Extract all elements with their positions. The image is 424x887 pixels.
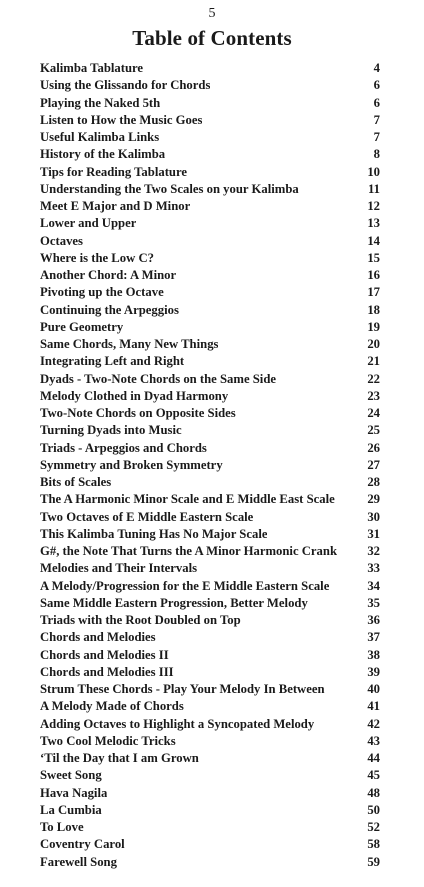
toc-entry-title: Chords and Melodies III <box>40 664 174 679</box>
toc-entry-title: Pivoting up the Octave <box>40 285 164 300</box>
toc-entry-title: Meet E Major and D Minor <box>40 199 191 213</box>
toc-entry-page: 42 <box>367 716 380 731</box>
toc-entry-title: ‘Til the Day that I am Grown <box>40 751 199 765</box>
toc-entry-title: Same Middle Eastern Progression, Better Melody <box>40 595 308 610</box>
toc-entry-title: Lower and Upper <box>40 216 137 231</box>
toc-entry-title: Coventry Carol <box>40 837 125 852</box>
toc-entry-title: This Kalimba Tuning Has No Major Scale <box>40 526 268 541</box>
toc-entry-page: 6 <box>373 95 380 110</box>
toc-entry-title: Strum These Chords - Play Your Melody In Between <box>40 682 325 696</box>
toc-entry-title: Turning Dyads into Music <box>40 423 182 438</box>
toc-entry-page: 19 <box>367 319 380 334</box>
toc-entry-title: G#, the Note That Turns the A Minor Harmonic Crank <box>40 544 338 558</box>
toc-entry-title: Chords and Melodies <box>40 630 156 645</box>
toc-entry-page: 17 <box>367 285 380 300</box>
toc-entry <box>40 819 380 836</box>
toc-entry <box>40 164 380 181</box>
toc-entry-title: La Cumbia <box>40 802 102 817</box>
toc-entry <box>40 698 380 715</box>
toc-entry-title: Melody Clothed in Dyad Harmony <box>40 388 229 403</box>
toc-entry <box>40 129 380 146</box>
toc-entry-page: 25 <box>367 423 380 438</box>
toc-entry-page: 22 <box>367 371 380 386</box>
toc-entry-title: Tips for Reading Tablature <box>40 164 188 179</box>
toc-entry-page: 21 <box>367 354 380 369</box>
toc-entry-title: History of the Kalimba <box>40 147 166 162</box>
toc-entry-page: 11 <box>368 181 380 196</box>
toc-entry-title: Listen to How the Music Goes <box>40 112 203 127</box>
toc-entry-title: Using the Glissando for Chords <box>40 78 211 93</box>
toc-entry-page: 7 <box>373 130 380 144</box>
toc-entry <box>40 336 380 353</box>
toc-entry <box>40 647 380 664</box>
toc-entry-page: 20 <box>367 337 380 351</box>
toc-entry <box>40 854 380 871</box>
toc-entry-page: 13 <box>367 216 380 231</box>
toc-entry-page: 50 <box>367 802 380 817</box>
toc-entry-title: Chords and Melodies II <box>40 647 169 662</box>
toc-entry-page: 15 <box>367 250 380 265</box>
toc-entry-page: 27 <box>367 457 380 472</box>
toc-entry-title: Where is the Low C? <box>40 250 154 265</box>
toc-entry <box>40 319 380 336</box>
toc-entry-title: Two Cool Melodic Tricks <box>40 733 176 748</box>
toc-entry-title: Kalimba Tablature <box>40 61 144 75</box>
toc-entry-title: To Love <box>40 820 84 834</box>
toc-entry-page: 34 <box>367 578 380 593</box>
toc-entry <box>40 457 380 474</box>
page-title: Table of Contents <box>132 26 292 50</box>
toc-entry-page: 6 <box>373 78 380 93</box>
toc-entry-page: 40 <box>367 682 380 696</box>
toc-entry <box>40 181 380 198</box>
toc-entry <box>40 526 380 543</box>
toc-entry-title: The A Harmonic Minor Scale and E Middle East Scale <box>40 492 335 507</box>
toc-entry-page: 8 <box>373 147 380 162</box>
toc-entry <box>40 440 380 457</box>
toc-entry <box>40 233 380 250</box>
toc-entry <box>40 474 380 491</box>
toc-entry-page: 35 <box>367 595 380 610</box>
toc-entry-page: 45 <box>367 768 380 783</box>
toc-entry <box>40 198 380 215</box>
toc-entry-title: Farewell Song <box>40 854 117 869</box>
toc-entry-title: Two Octaves of E Middle Eastern Scale <box>40 509 254 524</box>
toc-entry <box>40 716 380 733</box>
toc-entry-title: Triads - Arpeggios and Chords <box>40 440 207 455</box>
toc-entry <box>40 60 380 77</box>
toc-entry-page: 7 <box>373 112 380 127</box>
toc-entry <box>40 215 380 232</box>
toc-entry <box>40 750 380 767</box>
toc-entry-page: 48 <box>367 785 380 800</box>
toc-entry-page: 16 <box>367 268 380 282</box>
toc-entry-page: 24 <box>367 406 380 420</box>
toc-entry-title: A Melody/Progression for the E Middle Eastern Scale <box>40 578 330 593</box>
toc-entry-page: 37 <box>367 630 380 645</box>
toc-entry-title: Playing the Naked 5th <box>40 95 161 110</box>
toc-entry <box>40 250 380 267</box>
toc-entry-title: Same Chords, Many New Things <box>40 337 219 351</box>
toc-entry <box>40 578 380 595</box>
toc-entry <box>40 422 380 439</box>
toc-entry <box>40 146 380 163</box>
toc-entry <box>40 836 380 853</box>
toc-entry-title: Melodies and Their Intervals <box>40 561 198 576</box>
toc-entry-page: 32 <box>367 544 380 558</box>
toc-entry-page: 29 <box>367 492 380 507</box>
toc-entry <box>40 767 380 784</box>
toc-entry-page: 28 <box>367 475 380 489</box>
page-number: 5 <box>208 6 216 21</box>
toc-entry-title: Pure Geometry <box>40 319 124 334</box>
toc-entry <box>40 284 380 301</box>
toc-entry-title: A Melody Made of Chords <box>40 699 184 714</box>
toc-entry <box>40 371 380 388</box>
toc-entry-page: 23 <box>367 388 380 403</box>
toc-entry <box>40 353 380 370</box>
toc-entry-page: 36 <box>367 613 380 627</box>
toc-entry-title: Dyads - Two-Note Chords on the Same Side <box>40 371 277 386</box>
toc-entry-title: Adding Octaves to Highlight a Syncopated Melody <box>40 716 315 731</box>
toc-entry-title: Continuing the Arpeggios <box>40 302 179 317</box>
toc-entry <box>40 664 380 681</box>
toc-entry-page: 30 <box>367 509 380 524</box>
toc-entry <box>40 785 380 802</box>
toc-entry <box>40 543 380 560</box>
toc-entry <box>40 302 380 319</box>
toc-entry-title: Another Chord: A Minor <box>40 268 177 282</box>
toc-entry-page: 58 <box>367 837 380 852</box>
toc-entry <box>40 388 380 405</box>
toc-entry-title: Octaves <box>40 233 83 248</box>
toc-entry <box>40 802 380 819</box>
toc-entry-title: Useful Kalimba Links <box>40 130 160 144</box>
toc-entry-page: 33 <box>367 561 380 576</box>
toc-entry <box>40 267 380 284</box>
toc-entry-page: 43 <box>367 733 380 748</box>
toc-entry-title: Symmetry and Broken Symmetry <box>40 457 223 472</box>
toc-entry <box>40 681 380 698</box>
toc-entry-page: 10 <box>367 164 380 179</box>
toc-entry <box>40 629 380 646</box>
toc-entry-title: Two-Note Chords on Opposite Sides <box>40 406 236 420</box>
toc-entry-page: 31 <box>367 526 380 541</box>
toc-entry-title: Hava Nagila <box>40 785 108 800</box>
toc-entry-page: 4 <box>373 61 380 75</box>
toc-entry-title: Sweet Song <box>40 768 102 783</box>
toc-entry <box>40 733 380 750</box>
toc-entry-page: 59 <box>367 854 380 869</box>
toc-entry-page: 26 <box>367 440 380 455</box>
toc-entry <box>40 77 380 94</box>
toc-entry-title: Understanding the Two Scales on your Kalimba <box>40 181 299 196</box>
toc-entry <box>40 405 380 422</box>
toc-entry <box>40 560 380 577</box>
table-of-contents <box>40 60 380 871</box>
toc-entry-page: 52 <box>367 820 380 834</box>
toc-entry-page: 12 <box>367 199 380 213</box>
toc-entry-page: 38 <box>367 647 380 662</box>
toc-entry <box>40 491 380 508</box>
toc-entry-page: 39 <box>367 664 380 679</box>
toc-entry-title: Integrating Left and Right <box>40 354 185 369</box>
toc-entry <box>40 612 380 629</box>
toc-entry <box>40 595 380 612</box>
toc-entry-page: 41 <box>367 699 380 714</box>
toc-entry-title: Bits of Scales <box>40 475 112 489</box>
toc-entry <box>40 112 380 129</box>
toc-entry-page: 14 <box>367 233 380 248</box>
toc-entry-page: 44 <box>367 751 380 765</box>
toc-entry <box>40 509 380 526</box>
toc-entry-title: Triads with the Root Doubled on Top <box>40 613 241 627</box>
toc-entry-page: 18 <box>367 302 380 317</box>
toc-entry <box>40 95 380 112</box>
